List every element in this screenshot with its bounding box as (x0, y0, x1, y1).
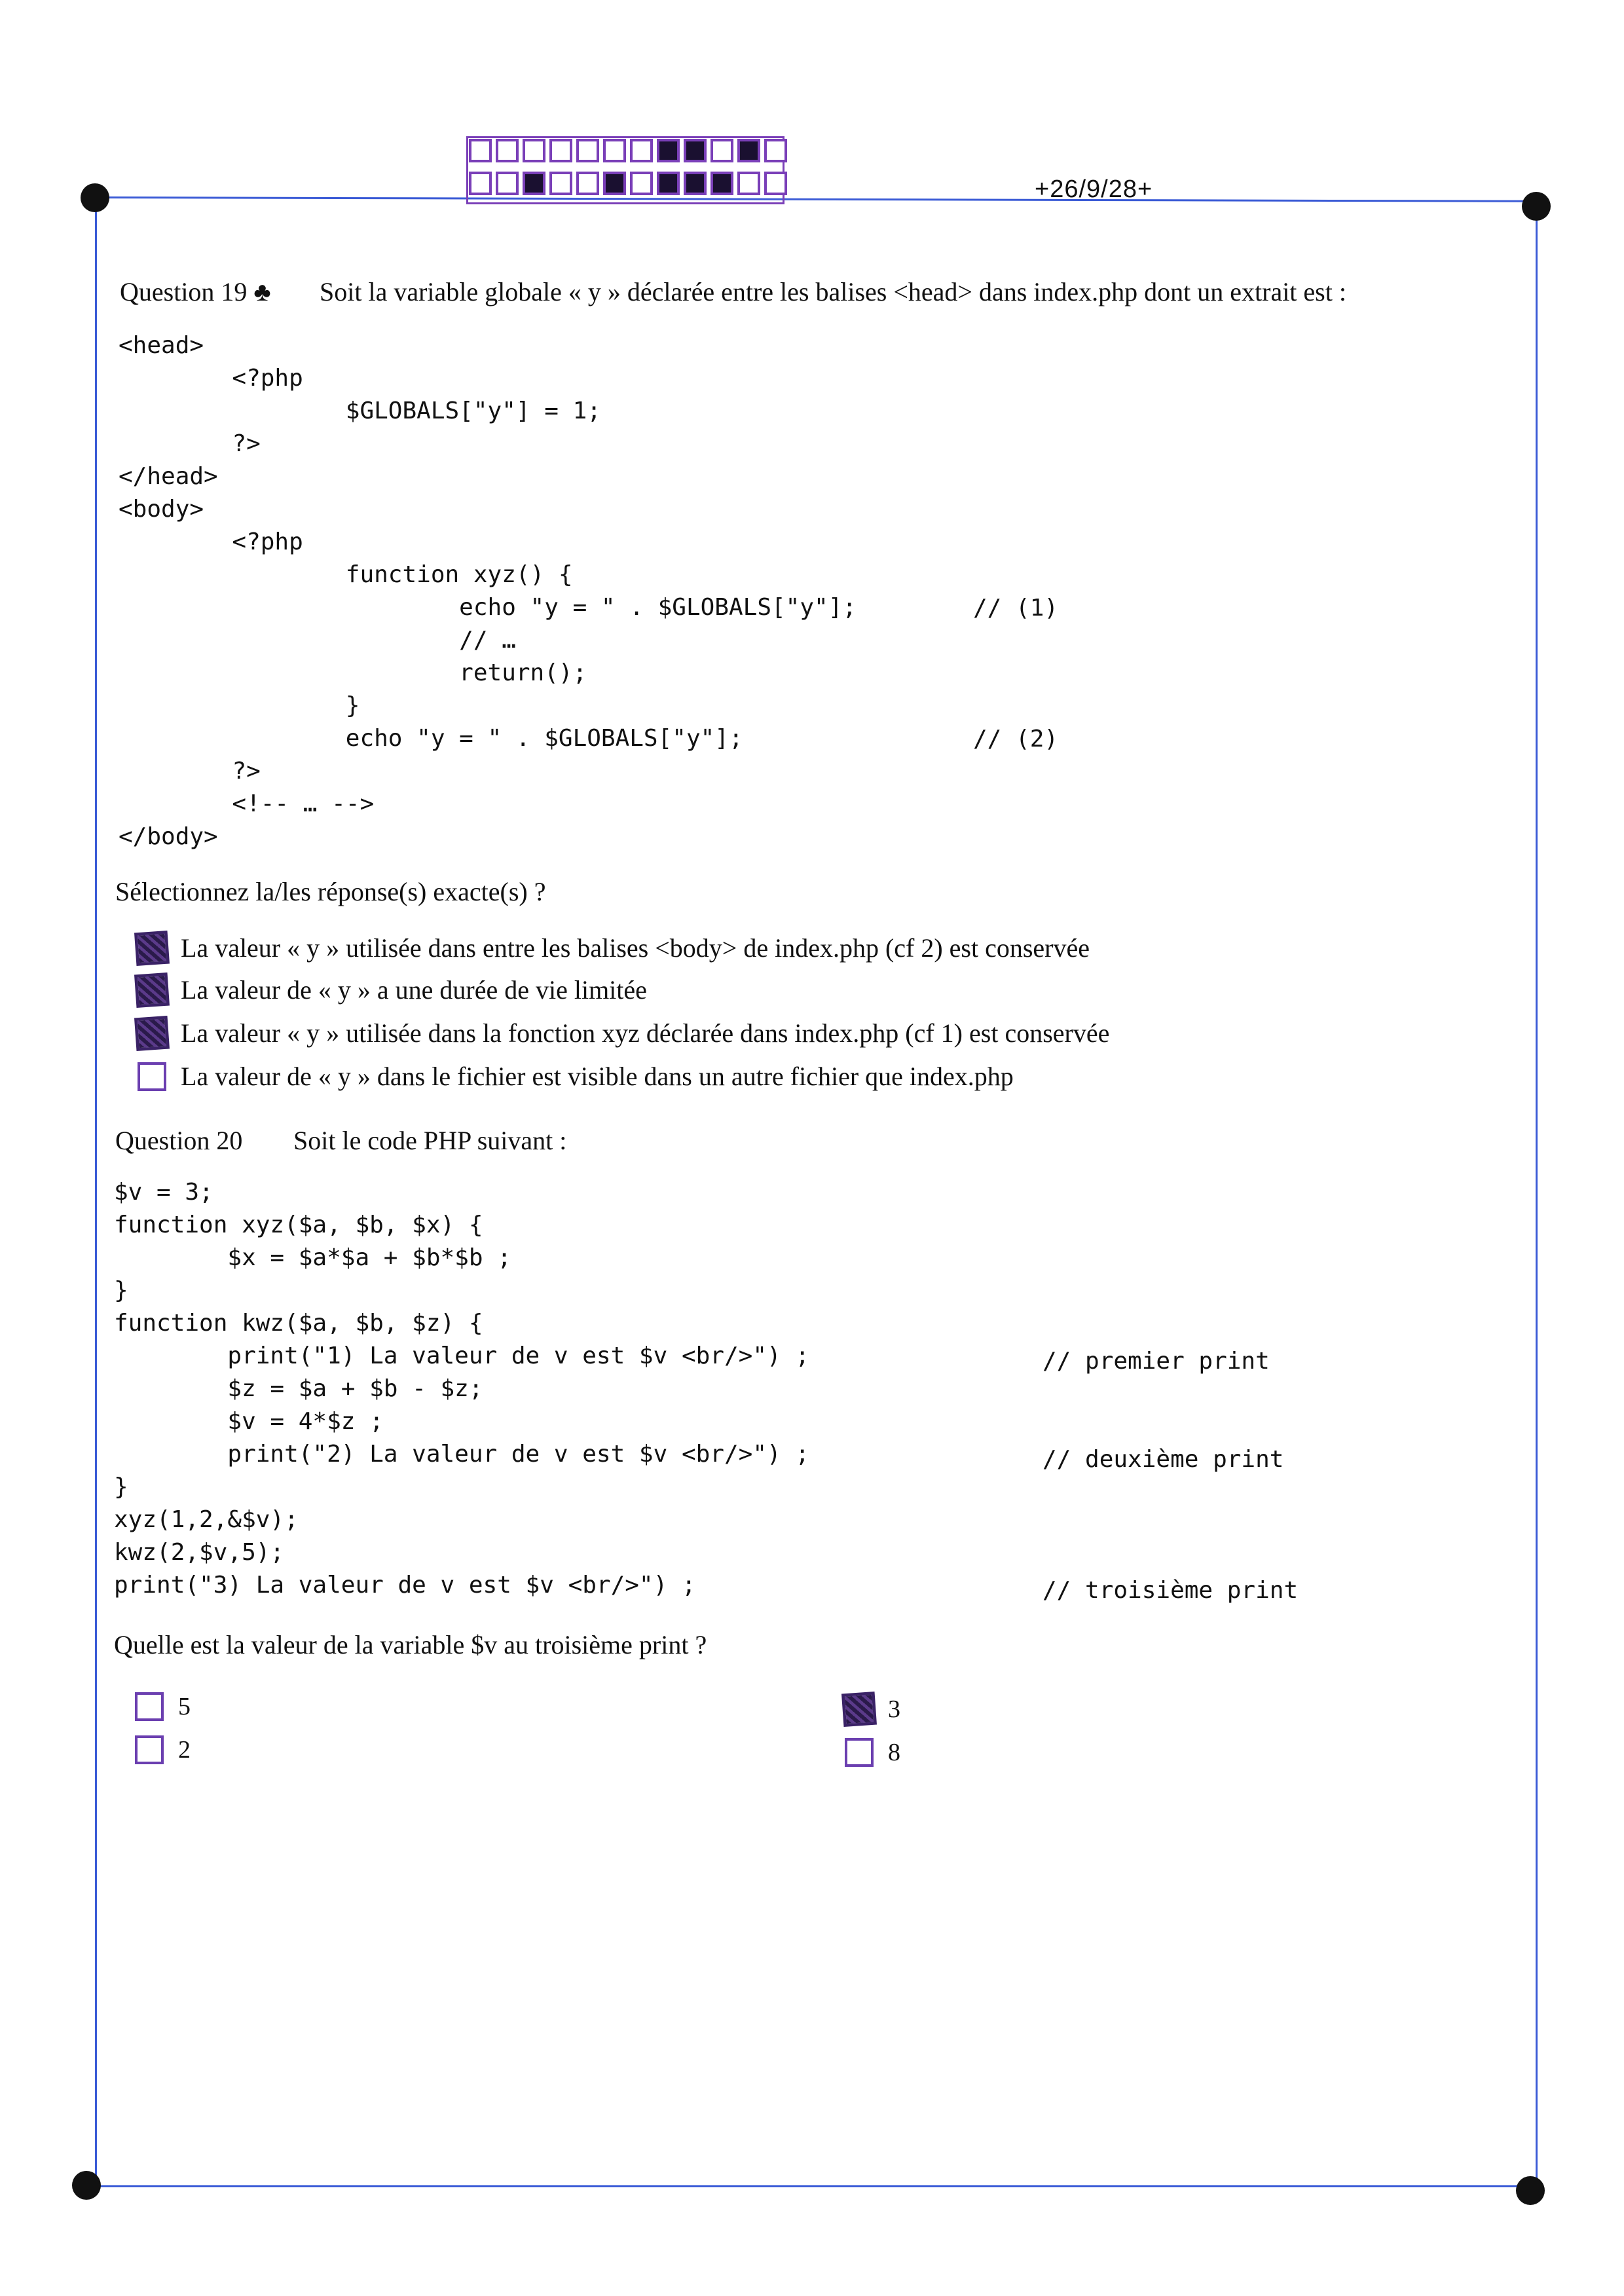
q19-code-line: $GLOBALS["y"] = 1; (119, 398, 601, 424)
q19-option-4-checkbox[interactable] (138, 1062, 166, 1091)
q19-code-line: function xyz() { (119, 561, 573, 588)
barcode-cell (657, 172, 680, 195)
q20-code-line: } (114, 1277, 128, 1304)
q19-option-2[interactable] (138, 974, 647, 1005)
q19-code-line: <!-- … --> (119, 790, 375, 817)
q19-code-line: echo "y = " . $GLOBALS["y"]; (119, 725, 743, 752)
barcode-cell (737, 139, 760, 162)
q19-code-line: // … (119, 627, 516, 654)
q19-code-line: ?> (119, 430, 261, 457)
frame-top-line (95, 196, 1536, 202)
barcode-cell (549, 172, 572, 195)
barcode-cell (630, 139, 653, 162)
q20-code-line: } (114, 1473, 128, 1500)
q19-code-line: ?> (119, 758, 261, 785)
q20-code-line: print("2) La valeur de v est $v <br/>") ; (114, 1441, 810, 1468)
q20-code-line: $z = $a + $b - $z; (114, 1375, 483, 1402)
barcode-cell (710, 139, 733, 162)
q19-code-line: <body> (119, 496, 204, 523)
q20-option-5-checkbox[interactable] (135, 1692, 164, 1721)
frame-right-line (1536, 200, 1538, 2187)
q20-code-line: function kwz($a, $b, $z) { (114, 1310, 483, 1337)
barcode-row-2 (469, 172, 791, 195)
q20-option-3[interactable] (845, 1695, 900, 1724)
question-19-header (120, 276, 1346, 307)
q19-option-3[interactable] (138, 1018, 1109, 1048)
q19-option-4-label: La valeur de « y » dans le fichier est visible dans un autre fichier que index.php (181, 1062, 1014, 1091)
q19-code-line: } (119, 692, 360, 719)
barcode-cell (576, 172, 599, 195)
q19-comment-1: // (1) (973, 595, 1059, 621)
q20-option-2-checkbox[interactable] (135, 1735, 164, 1764)
q19-code-line: return(); (119, 659, 587, 686)
question-20-label: Question 20 (115, 1126, 243, 1155)
q19-code-line: echo "y = " . $GLOBALS["y"]; (119, 594, 857, 621)
frame-left-line (95, 196, 97, 2187)
corner-mark-top-right (1522, 192, 1551, 221)
barcode-cell (764, 139, 787, 162)
barcode-row-1 (469, 139, 791, 162)
barcode-cell (710, 172, 733, 195)
question-19-label: Question 19 ♣ (120, 277, 271, 306)
frame-bottom-line (86, 2185, 1532, 2187)
q19-option-3-checkbox[interactable] (134, 1015, 170, 1050)
q20-comment-first: // premier print (1043, 1348, 1270, 1375)
q19-code-line: <?php (119, 528, 303, 555)
question-19-text: Soit la variable globale « y » déclarée entre les balises <head> dans index.php dont un extrait est : (320, 277, 1346, 306)
q20-comment-third: // troisième print (1043, 1577, 1299, 1604)
barcode-cell (657, 139, 680, 162)
q20-code-line: function xyz($a, $b, $x) { (114, 1212, 483, 1238)
question-20-prompt: Quelle est la valeur de la variable $v au troisième print ? (114, 1630, 707, 1659)
q20-code-line: xyz(1,2,&$v); (114, 1506, 299, 1533)
barcode-cell (496, 139, 519, 162)
barcode-cell (496, 172, 519, 195)
q20-option-2-label: 2 (178, 1736, 191, 1764)
barcode-cell (469, 139, 492, 162)
corner-mark-top-left (81, 183, 109, 212)
q20-option-5[interactable] (135, 1692, 191, 1721)
q20-option-8-label: 8 (888, 1739, 900, 1766)
corner-mark-bottom-left (72, 2171, 101, 2200)
barcode-cell (684, 139, 707, 162)
barcode-cell (549, 139, 572, 162)
q19-code-line: <?php (119, 365, 303, 392)
q20-option-5-label: 5 (178, 1693, 191, 1720)
q19-option-2-checkbox[interactable] (134, 972, 170, 1007)
q19-option-4[interactable] (138, 1061, 1014, 1092)
q19-option-1[interactable] (138, 933, 1090, 963)
q20-code-line: print("3) La valeur de v est $v <br/>") ; (114, 1572, 696, 1599)
q19-code-line: </head> (119, 463, 218, 490)
q20-comment-second: // deuxième print (1043, 1446, 1284, 1473)
question-20-header (115, 1125, 567, 1156)
q19-option-1-checkbox[interactable] (134, 930, 170, 965)
corner-mark-bottom-right (1516, 2176, 1545, 2205)
barcode-cell (576, 139, 599, 162)
barcode-cell (469, 172, 492, 195)
question-20-text: Soit le code PHP suivant : (293, 1126, 567, 1155)
barcode-cell (684, 172, 707, 195)
q20-code-line: print("1) La valeur de v est $v <br/>") ; (114, 1342, 810, 1369)
barcode-cell (603, 139, 626, 162)
q19-code-line: <head> (119, 332, 204, 359)
q19-option-2-label: La valeur de « y » a une durée de vie limitée (181, 975, 647, 1005)
page-identifier: +26/9/28+ (1035, 176, 1153, 203)
q20-code-line: $x = $a*$a + $b*$b ; (114, 1244, 511, 1271)
barcode-cell (603, 172, 626, 195)
q20-code-line: kwz(2,$v,5); (114, 1539, 285, 1566)
barcode-cell (630, 172, 653, 195)
question-20-code-block (114, 1176, 809, 1602)
q20-option-8[interactable] (845, 1738, 900, 1767)
q19-code-line: </body> (119, 823, 218, 850)
q20-option-8-checkbox[interactable] (845, 1738, 874, 1767)
q19-comment-2: // (2) (973, 726, 1059, 752)
barcode-cell (523, 172, 545, 195)
barcode-cell (764, 172, 787, 195)
q19-option-3-label: La valeur « y » utilisée dans la fonction xyz déclarée dans index.php (cf 1) est conservée (181, 1018, 1110, 1048)
question-19-prompt: Sélectionnez la/les réponse(s) exacte(s) ? (115, 877, 546, 906)
q20-option-2[interactable] (135, 1735, 191, 1764)
q20-code-line: $v = 4*$z ; (114, 1408, 384, 1435)
question-19-code-block (119, 329, 857, 853)
q20-option-3-label: 3 (888, 1695, 900, 1723)
q19-option-1-label: La valeur « y » utilisée dans entre les balises <body> de index.php (cf 2) est conservée (181, 933, 1090, 963)
barcode-cell (737, 172, 760, 195)
q20-code-line: $v = 3; (114, 1179, 213, 1206)
barcode-cell (523, 139, 545, 162)
q20-option-3-checkbox[interactable] (841, 1692, 877, 1727)
